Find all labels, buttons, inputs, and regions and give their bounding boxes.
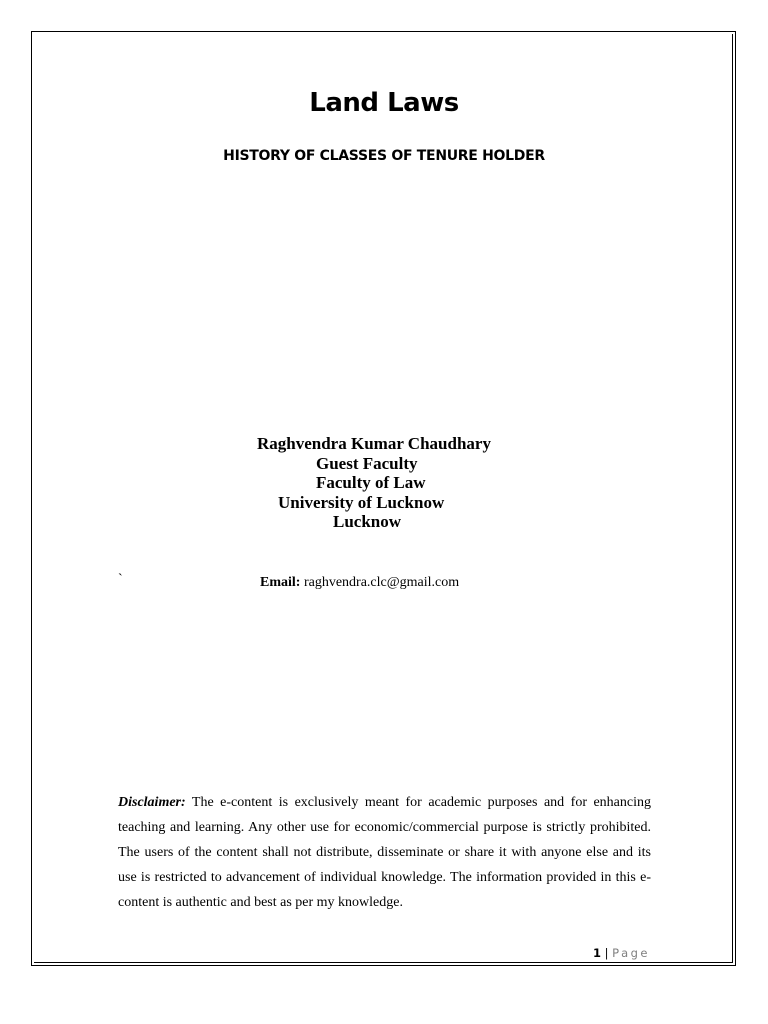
document-title: Land Laws [309, 88, 459, 118]
author-name: Raghvendra Kumar Chaudhary [257, 434, 491, 453]
email-label: Email: [260, 575, 301, 590]
email-line [260, 575, 459, 591]
page-number: 1 [592, 946, 601, 960]
stray-mark: ` [118, 572, 123, 587]
page-word: Page [612, 946, 650, 960]
disclaimer-paragraph [118, 790, 651, 915]
disclaimer-text: The e-content is exclusively meant for academic purposes and for enhancing teaching and learning. Any other use for economic/commercial purpose is strictly prohibited. The users of the content shall not distribute, disseminate or share it with anyone else and its use is restricted to advancement of individual knowledge. The information provided in this e-content is authentic and best as per my knowledge. [118, 795, 652, 910]
author-faculty: Faculty of Law [316, 473, 426, 492]
footer-separator: | [604, 946, 609, 960]
email-address[interactable]: raghvendra.clc@gmail.com [303, 575, 460, 590]
page-footer [593, 946, 650, 960]
author-position: Guest Faculty [316, 454, 418, 473]
document-subtitle: HISTORY OF CLASSES OF TENURE HOLDER [223, 148, 545, 164]
author-city: Lucknow [333, 512, 402, 531]
disclaimer-label: Disclaimer: [118, 795, 186, 810]
author-university: University of Lucknow [278, 493, 445, 512]
